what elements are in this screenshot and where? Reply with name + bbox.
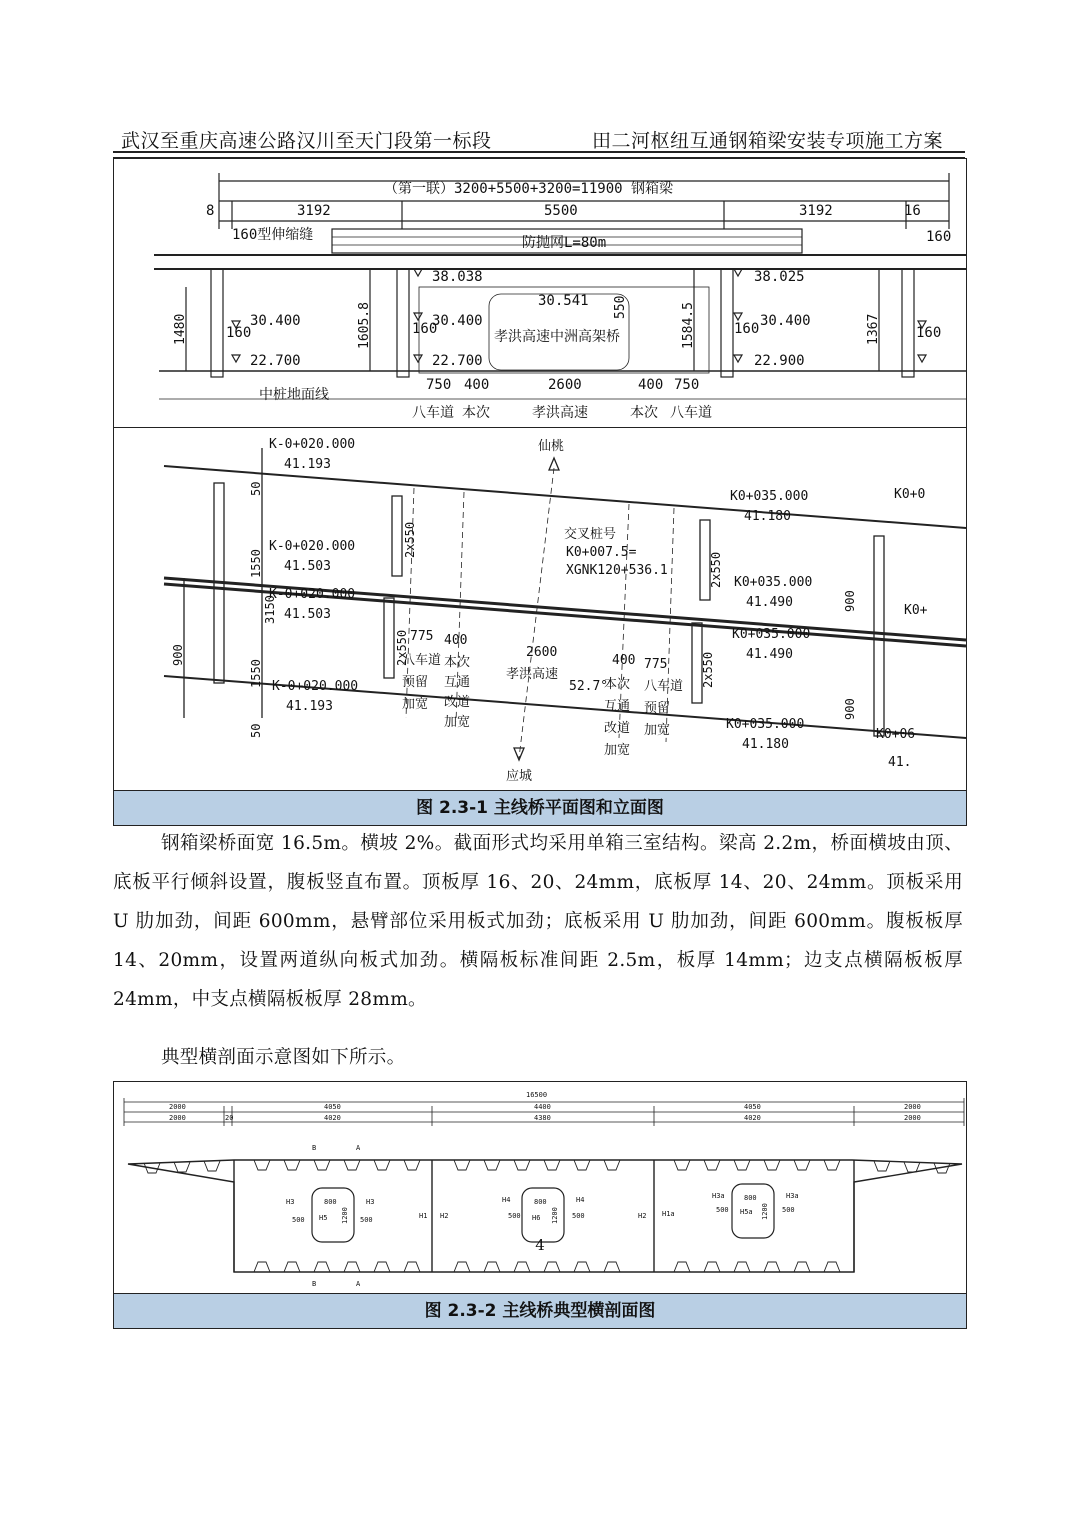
cross-title: 交叉桩号 <box>564 527 617 542</box>
edge-k2: K0+ <box>904 603 928 618</box>
expansion-right: 160 <box>926 229 952 245</box>
plan-lane-mid: 孝洪高速 <box>506 667 559 682</box>
sec-hole-500-1: 500 <box>292 1216 305 1224</box>
plan-dim-2: 1550 <box>249 549 263 578</box>
plan-lane-right-3: 加宽 <box>644 723 671 738</box>
station-left-2-v: 41.503 <box>284 559 331 574</box>
station-right-3-v: 41.490 <box>746 647 793 662</box>
ground-right: 22.900 <box>754 353 805 369</box>
south-label: 应城 <box>506 769 533 784</box>
plan-dim-11: 2x550 <box>709 551 723 588</box>
plan-dim-5: 1550 <box>249 659 263 688</box>
plan-lane-left-2: 预留 <box>402 675 429 690</box>
dim-8: 8 <box>206 203 215 219</box>
seat-mid-left: 160 <box>412 321 438 337</box>
lane-label-5: 八车道 <box>670 405 712 421</box>
plan-lane-dim-3: 2600 <box>526 645 558 660</box>
dim-3192-left: 3192 <box>297 203 331 219</box>
plan-lane-dim-1: 775 <box>410 629 434 644</box>
lane-label-4: 本次 <box>630 405 658 421</box>
station-left-3-v: 41.503 <box>284 607 331 622</box>
bridge-name: 孝洪高速中洲高架桥 <box>494 329 620 345</box>
seat-mid-right: 160 <box>734 321 760 337</box>
plan-dim-9: 2x550 <box>403 521 417 558</box>
seat-left: 160 <box>226 325 252 341</box>
sec-h5: H5 <box>319 1214 328 1222</box>
sec-h1a: H1a <box>662 1210 675 1218</box>
lane-label-1: 八车道 <box>412 405 454 421</box>
dim-3192-right: 3192 <box>799 203 833 219</box>
sec-h3-l: H3 <box>286 1198 295 1206</box>
elev-pier-left: 30.400 <box>250 313 301 329</box>
plan-dim-12: 2x550 <box>701 651 715 688</box>
plan-dim-10: 2x550 <box>395 629 409 666</box>
header-rule <box>113 151 965 158</box>
sec-label-b-top: B <box>312 1144 317 1152</box>
sec-bot-2: 20 <box>225 1114 234 1122</box>
sec-h3a-l: H3a <box>712 1192 725 1200</box>
plan-dim-13: 900 <box>843 590 857 612</box>
figure-2-caption: 图 2.3-2 主线桥典型横剖面图 <box>114 1293 966 1328</box>
sec-hole-1200-1: 1200 <box>341 1207 349 1224</box>
elev-right-top: 38.025 <box>754 269 805 285</box>
figure-1 <box>113 158 967 826</box>
sec-h3-r: H3 <box>366 1198 375 1206</box>
figure-2 <box>113 1081 967 1329</box>
expansion-left: 160型伸缩缝 <box>232 227 314 243</box>
station-right-1-k: K0+035.000 <box>730 489 809 504</box>
elev-pier-right: 30.400 <box>760 313 811 329</box>
sec-bot-1: 2000 <box>169 1114 186 1122</box>
sec-hole-500-4: 500 <box>572 1212 585 1220</box>
sec-hole-500-5: 500 <box>716 1206 729 1214</box>
edge-k3: K0+06 <box>876 727 916 742</box>
ground-left: 22.700 <box>250 353 301 369</box>
net-label: 防抛网L=80m <box>522 235 607 251</box>
sec-h4-r: H4 <box>576 1196 585 1204</box>
h-right: 1367 <box>866 313 881 345</box>
plan-dim-1: 50 <box>249 481 263 496</box>
h-mid-right: 1584.5 <box>681 302 696 349</box>
north-label: 仙桃 <box>538 439 565 454</box>
elev-pier-mid: 30.400 <box>432 313 483 329</box>
plan-drawing <box>114 428 966 790</box>
plan-dim-7: 900 <box>171 644 185 666</box>
plan-lane-left-1: 八车道 <box>402 653 442 668</box>
dim-5500: 5500 <box>544 203 578 219</box>
sec-hole-1200-3: 1200 <box>761 1203 769 1220</box>
plan-lane-left2-2: 互通 <box>444 675 471 690</box>
plan-lane-left2-1: 本次 <box>444 655 471 670</box>
sec-hole-800-2: 800 <box>534 1198 547 1206</box>
sec-hole-500-3: 500 <box>508 1212 521 1220</box>
plan-lane-dim-5: 775 <box>644 657 668 672</box>
header-right: 田二河枢纽互通钢箱梁安装专项施工方案 <box>591 130 943 152</box>
station-left-4-k: K-0+020.000 <box>272 679 359 694</box>
sec-label-b-bot: B <box>312 1280 317 1288</box>
lane-dim-3: 2600 <box>548 377 582 393</box>
ground-line-label: 中桩地面线 <box>259 387 329 403</box>
station-right-3-k: K0+035.000 <box>732 627 811 642</box>
elev-mid: 30.541 <box>538 293 589 309</box>
sec-h4-l: H4 <box>502 1196 511 1204</box>
lane-dim-4: 400 <box>638 377 664 393</box>
station-left-1-v: 41.193 <box>284 457 331 472</box>
station-left-1-k: K-0+020.000 <box>269 437 356 452</box>
cross-x: XGNK120+536.1 <box>566 563 668 578</box>
h-mid-left: 1605.8 <box>357 302 372 349</box>
plan-lane-left2-4: 加宽 <box>444 715 471 730</box>
plan-lane-right-1: 八车道 <box>644 679 684 694</box>
h-550: 550 <box>613 295 628 319</box>
paragraph-1: 钢箱梁桥面宽 16.5m。横坡 2%。截面形式均采用单箱三室结构。梁高 2.2m，桥面横坡由顶、底板平行倾斜设置，腹板竖直布置。顶板厚 16、20、24mm，底板厚 14、20、24mm。顶板采用 U 肋加劲，间距 600mm，悬臂部位采用板式加劲；底板采用 U 肋加劲，间距 600mm。腹板板厚 14、20mm，设置两道纵向板式加劲。横隔板标准间距 2.5m，板厚 14mm；边支点横隔板板厚 24mm，中支点横隔板板厚 28mm。 <box>113 833 963 1010</box>
lane-dim-1: 750 <box>426 377 452 393</box>
lane-label-3: 孝洪高速 <box>532 405 588 421</box>
sec-hole-800-1: 800 <box>324 1198 337 1206</box>
paragraph-2: 典型横剖面示意图如下所示。 <box>161 1047 406 1068</box>
h-left: 1480 <box>173 313 188 345</box>
sec-h3a-r: H3a <box>786 1192 799 1200</box>
station-left-2-k: K-0+020.000 <box>269 539 356 554</box>
sec-top-4: 4050 <box>744 1103 761 1111</box>
plan-dim-14: 900 <box>843 698 857 720</box>
sec-hole-800-3: 800 <box>744 1194 757 1202</box>
edge-k1: K0+0 <box>894 487 926 502</box>
station-right-2-k: K0+035.000 <box>734 575 813 590</box>
sec-h1: H1 <box>419 1212 428 1220</box>
elevation-title: （第一联）3200+5500+3200=11900 钢箱梁 <box>384 181 674 197</box>
sec-h6: H6 <box>532 1214 541 1222</box>
sec-bot-5: 4020 <box>744 1114 761 1122</box>
page-number: 4 <box>535 1236 545 1254</box>
lane-dim-2: 400 <box>464 377 490 393</box>
plan-dim-4: 3150 <box>263 595 277 624</box>
dim-16: 16 <box>904 203 921 219</box>
lane-label-2: 本次 <box>462 405 490 421</box>
sec-bot-6: 2000 <box>904 1114 921 1122</box>
station-left-3-k: K-0+020.000 <box>269 587 356 602</box>
station-right-4-v: 41.180 <box>742 737 789 752</box>
plan-lane-left-3: 加宽 <box>402 697 429 712</box>
lane-dim-5: 750 <box>674 377 700 393</box>
plan-lane-right2-4: 加宽 <box>604 743 631 758</box>
figure-1-caption: 图 2.3-1 主线桥平面图和立面图 <box>114 790 966 825</box>
sec-top-1: 2000 <box>169 1103 186 1111</box>
sec-top-2: 4050 <box>324 1103 341 1111</box>
sec-hole-1200-2: 1200 <box>551 1207 559 1224</box>
sec-total: 16500 <box>526 1091 548 1099</box>
ground-mid: 22.700 <box>432 353 483 369</box>
plan-lane-right2-1: 本次 <box>604 677 631 692</box>
page-header <box>113 122 965 158</box>
sec-top-3: 4400 <box>534 1103 551 1111</box>
plan-angle: 52.7° <box>569 679 609 694</box>
sec-label-a-bot: A <box>356 1280 361 1288</box>
plan-lane-right2-2: 互通 <box>604 699 631 714</box>
plan-lane-dim-2: 400 <box>444 633 468 648</box>
sec-top-5: 2000 <box>904 1103 921 1111</box>
elevation-drawing <box>114 159 966 428</box>
sec-bot-3: 4020 <box>324 1114 341 1122</box>
sec-hole-500-6: 500 <box>782 1206 795 1214</box>
sec-bot-4: 4380 <box>534 1114 551 1122</box>
header-left: 武汉至重庆高速公路汉川至天门段第一标段 <box>121 130 492 152</box>
plan-dim-3: 50 <box>249 723 263 738</box>
sec-hole-500-2: 500 <box>360 1216 373 1224</box>
station-right-4-k: K0+035.000 <box>726 717 805 732</box>
elev-left-top: 38.038 <box>432 269 483 285</box>
cross-k: K0+007.5= <box>566 545 637 560</box>
sec-h5a: H5a <box>740 1208 753 1216</box>
plan-lane-dim-4: 400 <box>612 653 636 668</box>
sec-h2-r: H2 <box>638 1212 647 1220</box>
station-right-1-v: 41.180 <box>744 509 791 524</box>
station-left-4-v: 41.193 <box>286 699 333 714</box>
plan-lane-right-2: 预留 <box>644 701 671 716</box>
plan-lane-right2-3: 改道 <box>604 721 631 736</box>
plan-lane-left2-3: 改道 <box>444 695 471 710</box>
sec-label-a-top: A <box>356 1144 361 1152</box>
cross-section-drawing <box>114 1082 966 1292</box>
station-right-2-v: 41.490 <box>746 595 793 610</box>
sec-h2-l: H2 <box>440 1212 449 1220</box>
edge-v: 41. <box>888 755 912 770</box>
seat-right: 160 <box>916 325 942 341</box>
